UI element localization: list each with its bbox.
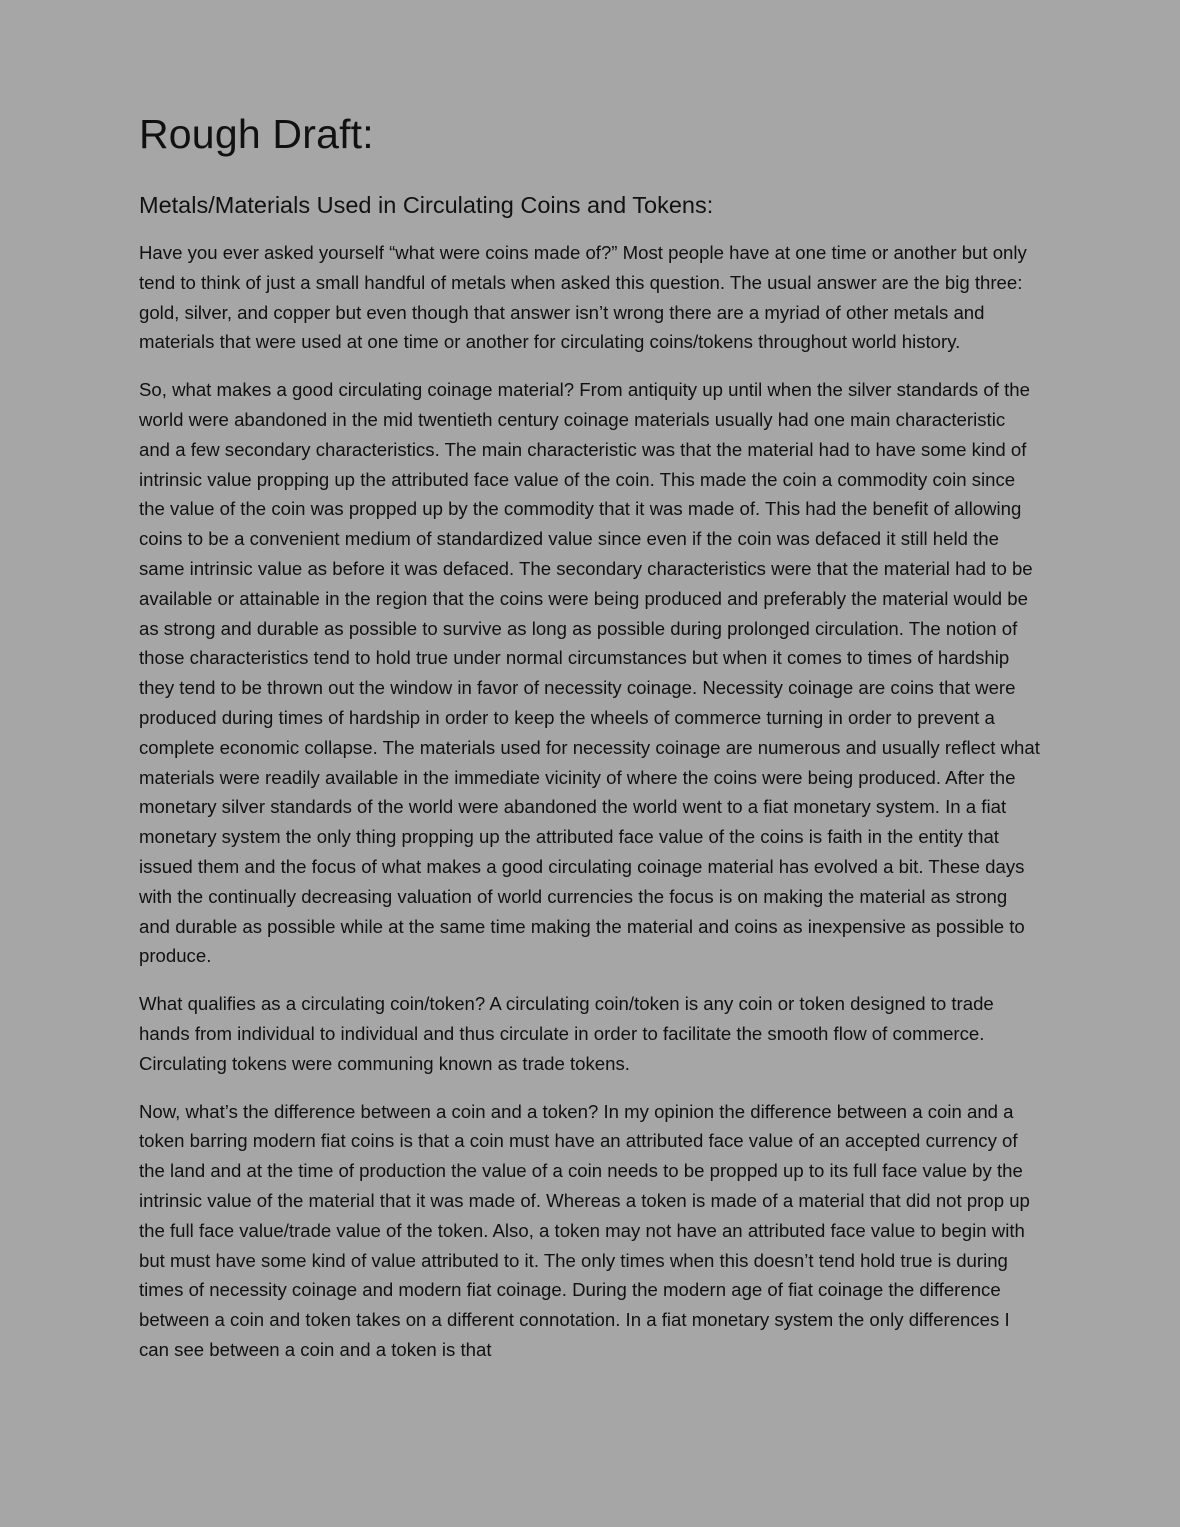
document-title: Rough Draft:: [139, 111, 374, 157]
paragraph-circulating-coin: What qualifies as a circulating coin/token? A circulating coin/token is any coin or token designed to trade hands from individual to individual and thus circulate in order to facilitate the smooth flow of commerce. Circulating tokens were communing known as trade tokens.: [139, 993, 994, 1074]
paragraph-coinage-material: So, what makes a good circulating coinage material? From antiquity up until when the silver standards of the world were abandoned in the mid twentieth century coinage materials usually had one main characteristic and a few secondary characteristics. The main characteristic was that the material had to have some kind of intrinsic value propping up the attributed face value of the coin. This made the coin a commodity coin since the value of the coin was propped up by the commodity that it was made of. This had the benefit of allowing coins to be a convenient medium of standardized value since even if the coin was defaced it still held the same intrinsic value as before it was defaced. The secondary characteristics were that the material had to be available or attainable in the region that the coins were being produced and preferably the material would be as strong and durable as possible to survive as long as possible during prolonged circulation. The notion of those characteristics tend to hold true under normal circumstances but when it comes to times of hardship they tend to be thrown out the window in favor of necessity coinage. Necessity coinage are coins that were produced during times of hardship in order to keep the wheels of commerce turning in order to prevent a complete economic collapse. The materials used for necessity coinage are numerous and usually reflect what materials were readily available in the immediate vicinity of where the coins were being produced. After the monetary silver standards of the world were abandoned the world went to a fiat monetary system. In a fiat monetary system the only thing propping up the attributed face value of the coins is faith in the entity that issued them and the focus of what makes a good circulating coinage material has evolved a bit. These days with the continually decreasing valuation of world currencies the focus is on making the material as strong and durable as possible while at the same time making the material and coins as inexpensive as possible to produce.: [139, 379, 1040, 967]
paragraph-coin-vs-token: Now, what’s the difference between a coin and a token? In my opinion the difference between a coin and a token barring modern fiat coins is that a coin must have an attributed face value of an accepted currency of the land and at the time of production the value of a coin needs to be propped up to its full face value by the intrinsic value of the material that it was made of. Whereas a token is made of a material that did not prop up the full face value/trade value of the token. Also, a token may not have an attributed face value to begin with but must have some kind of value attributed to it. The only times when this doesn’t tend hold true is during times of necessity coinage and modern fiat coinage. During the modern age of fiat coinage the difference between a coin and token takes on a different connotation. In a fiat monetary system the only differences I can see between a coin and a token is that: [139, 1100, 1030, 1360]
document-subtitle: Metals/Materials Used in Circulating Coins and Tokens:: [139, 192, 714, 218]
paragraph-intro: Have you ever asked yourself “what were coins made of?” Most people have at one time or another but only tend to think of just a small handful of metals when asked this question. The usual answer are the big three: gold, silver, and copper but even though that answer isn’t wrong there are a myriad of other metals and materials that were used at one time or another for circulating coins/tokens throughout world history.: [139, 242, 1027, 353]
